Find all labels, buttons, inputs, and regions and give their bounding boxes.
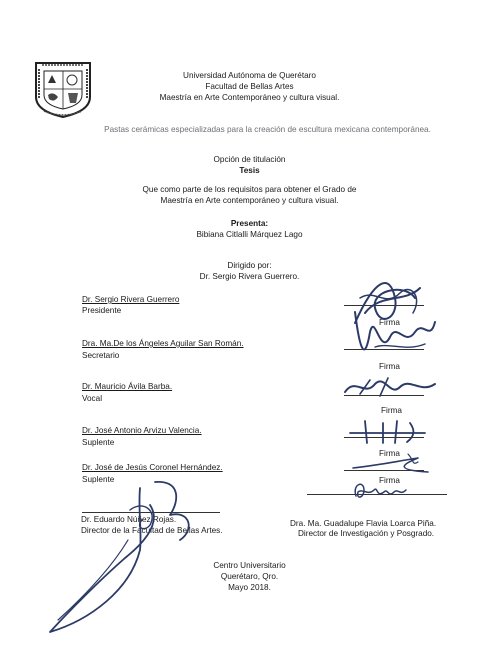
signature-suplente-1 xyxy=(345,418,430,446)
signature-label: Firma xyxy=(379,449,400,458)
research-director-name: Dra. Ma. Guadalupe Flavia Loarca Piña. xyxy=(290,519,437,528)
option-label: Opción de titulación xyxy=(213,155,286,164)
committee-member-name: Dr. José de Jesús Coronel Hernández. xyxy=(82,463,223,472)
faculty-director-title: Director de la Facultad de Bellas Artes. xyxy=(81,526,223,535)
signature-secretary xyxy=(345,302,440,370)
faculty-name: Facultad de Bellas Artes xyxy=(205,82,294,91)
research-director-title: Director de Investigación y Posgrado. xyxy=(298,529,435,538)
program-name: Maestría en Arte Contemporáneo y cultura visual. xyxy=(159,93,340,102)
signature-label: Firma xyxy=(379,318,400,327)
signature-suplente-2 xyxy=(348,448,433,478)
option-type: Tesis xyxy=(239,166,260,175)
presenter-label: Presenta: xyxy=(230,219,269,228)
faculty-director-name: Dr. Eduardo Núñez Rojas. xyxy=(81,515,177,524)
committee-member-name: Dr. Mauricio Ávila Barba. xyxy=(82,382,173,391)
director-label: Dirigido por: xyxy=(227,261,272,270)
committee-member-role: Presidente xyxy=(82,306,122,315)
university-name: Universidad Autónoma de Querétaro xyxy=(183,71,316,80)
requirement-line-2: Maestría en Arte contemporáneo y cultura visual. xyxy=(160,196,339,205)
committee-member-role: Suplente xyxy=(82,438,115,447)
footer-date: Mayo 2018. xyxy=(228,583,271,592)
committee-member-role: Suplente xyxy=(82,475,115,484)
footer-city: Querétaro, Qro. xyxy=(220,572,279,581)
committee-member-role: Vocal xyxy=(82,394,103,403)
presenter-name: Bibiana Citlalli Márquez Lago xyxy=(196,230,303,239)
footer-place: Centro Universitario xyxy=(213,561,286,570)
signature-research-director xyxy=(350,478,410,504)
committee-member-name: Dr. Sergio Rivera Guerrero xyxy=(82,295,180,304)
requirement-line-1: Que como parte de los requisitos para obtener el Grado de xyxy=(142,185,357,194)
signature-label: Firma xyxy=(381,406,402,415)
committee-member-role: Secretario xyxy=(82,351,120,360)
committee-member-name: Dr. José Antonio Arvizu Valencia. xyxy=(82,426,202,435)
signature-label: Firma xyxy=(379,362,400,371)
director-name: Dr. Sergio Rivera Guerrero. xyxy=(199,272,300,281)
thesis-title: Pastas cerámicas especializadas para la creación de escultura mexicana contemporánea. xyxy=(104,125,431,134)
committee-member-name: Dra. Ma.De los Ángeles Aguilar San Román. xyxy=(82,339,244,348)
signature-faculty-director xyxy=(30,470,220,640)
signature-label: Firma xyxy=(379,476,400,485)
signature-vocal xyxy=(340,372,440,402)
